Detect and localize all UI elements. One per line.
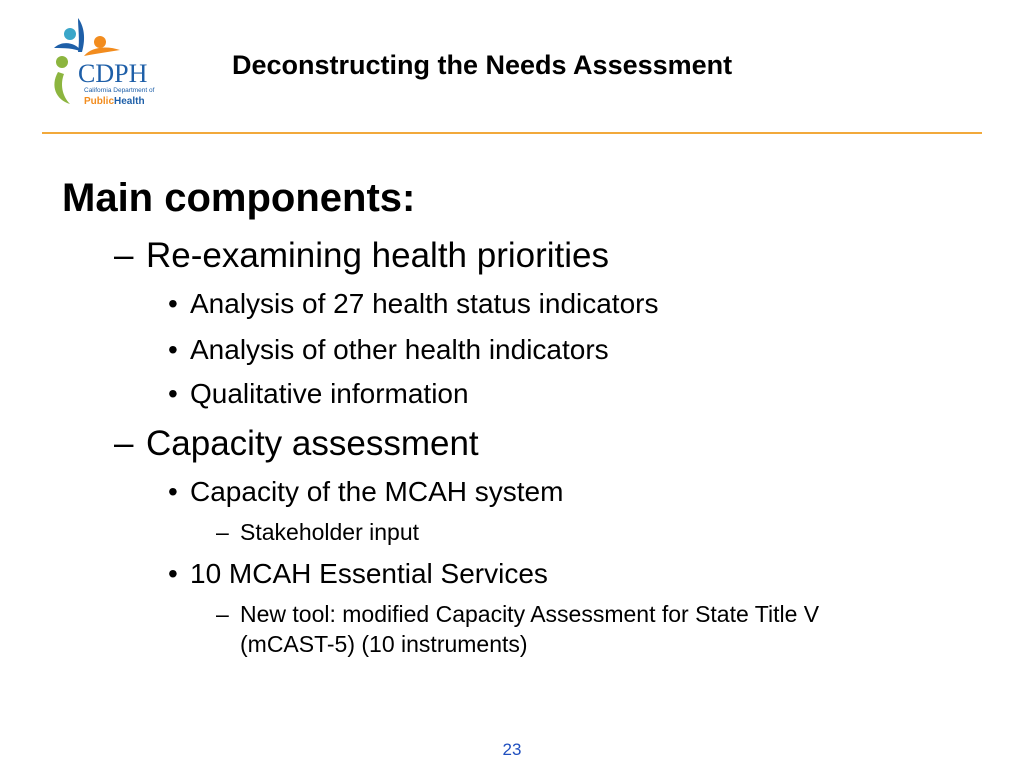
bullet-marker: • (168, 334, 178, 365)
section-heading (114, 424, 479, 464)
dash-marker: – (216, 601, 229, 627)
sub-item (216, 517, 936, 547)
dash-marker: – (114, 424, 134, 463)
bullet-label: Analysis of 27 health status indicators (190, 288, 659, 319)
slide-title: Deconstructing the Needs Assessment (232, 50, 733, 80)
sub-item (216, 599, 916, 659)
sub-item-label: Stakeholder input (240, 519, 420, 545)
dash-marker: – (216, 519, 229, 545)
bullet-label: Qualitative information (190, 378, 469, 409)
bullet-item (168, 558, 548, 590)
logo-wordmark: CDPH (78, 59, 148, 88)
bullet-marker: • (168, 558, 178, 589)
logo-public-health: PublicHealth (84, 96, 145, 107)
bullet-label: Analysis of other health indicators (190, 334, 609, 365)
page-number: 23 (502, 740, 522, 759)
section-heading (114, 236, 609, 276)
bullet-item (168, 334, 609, 366)
bullet-marker: • (168, 378, 178, 409)
logo-green-figure-head (56, 56, 68, 68)
sub-item-label: New tool: modified Capacity Assessment for State Title V (mCAST-5) (10 instruments) (240, 601, 820, 657)
bullet-item (168, 288, 658, 320)
section-label: Re-examining health priorities (146, 236, 609, 275)
bullet-label: 10 MCAH Essential Services (190, 558, 548, 589)
bullet-item (168, 378, 469, 410)
bullet-label: Capacity of the MCAH system (190, 476, 564, 507)
logo-dept-line: California Department of (84, 87, 155, 94)
section-label: Capacity assessment (146, 424, 479, 463)
cdph-logo (48, 12, 172, 116)
bullet-marker: • (168, 288, 178, 319)
bullet-marker: • (168, 476, 178, 507)
title-divider (42, 132, 982, 134)
logo-blue-figure-head (64, 28, 76, 40)
logo-orange-figure-head (94, 36, 106, 48)
dash-marker: – (114, 236, 134, 275)
cdph-logo-graphic (48, 12, 172, 116)
bullet-item (168, 476, 563, 508)
main-heading: Main components: (62, 176, 416, 220)
